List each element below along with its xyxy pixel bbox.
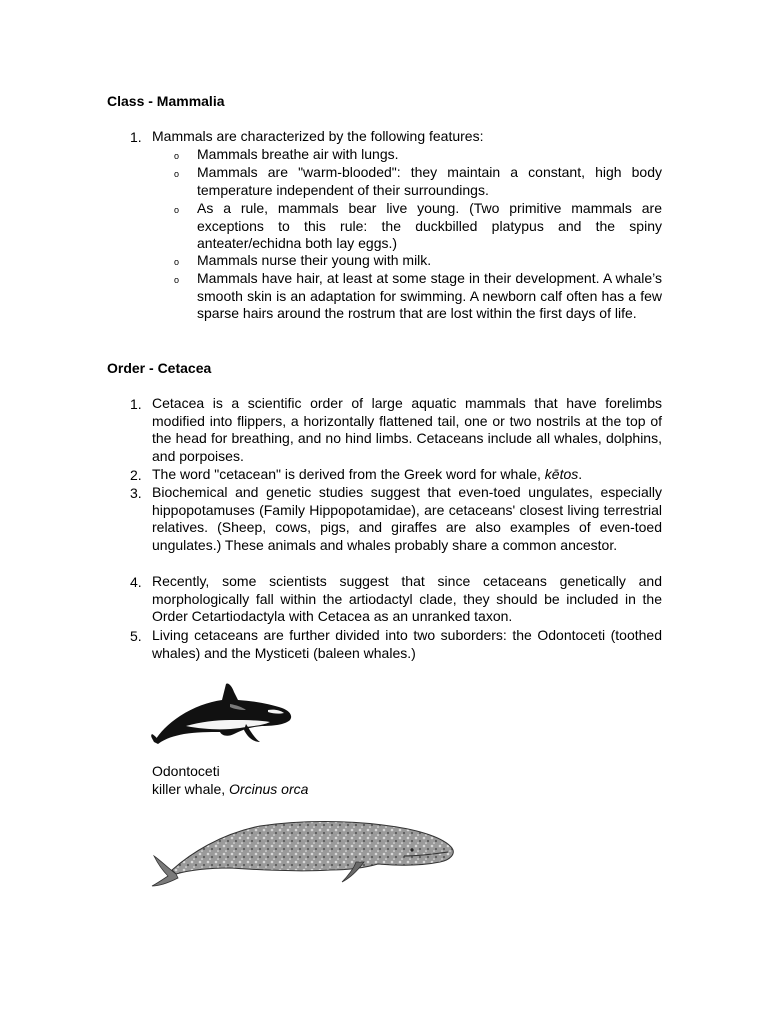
gray-whale-illustration (150, 812, 458, 890)
greek-word: kētos (544, 466, 579, 482)
bullet-marker: o (174, 205, 180, 215)
caption-scientific-name: Orcinus orca (229, 781, 309, 797)
figure-caption-suborder: Odontoceti (152, 763, 220, 779)
list-number: 4. (130, 574, 142, 590)
bullet-item-text: Mammals nurse their young with milk. (197, 252, 432, 268)
bullet-marker: o (174, 275, 180, 285)
killer-whale-illustration (150, 680, 295, 746)
bullet-item-text: As a rule, mammals bear live young. (Two primitive mammals are exceptions to this rule: the duckbilled platypus and the spiny anteater/echidna both lay eggs.) (197, 200, 662, 252)
bullet-item-text: Mammals are "warm-blooded": they maintain a constant, high body temperature independent of their surroundings. (197, 164, 662, 198)
list-number: 2. (130, 467, 142, 483)
figure-caption-species (152, 780, 308, 798)
list-item-text: Mammals are characterized by the following features: (152, 128, 484, 144)
list-number: 5. (130, 628, 142, 644)
list-item-text-part: . (578, 466, 583, 482)
section-heading-cetacea: Order - Cetacea (107, 360, 212, 376)
caption-common-name: killer whale, (152, 781, 230, 797)
list-item-text: Recently, some scientists suggest that since cetaceans genetically and morphologically fall within the artiodactyl clade, they should be included in the Order Cetartiodactyla with Cetacea as an unranked taxon. (152, 573, 662, 625)
bullet-item-text: Mammals have hair, at least at some stage in their development. A whale’s smooth skin is an adaptation for swimming. A newborn calf often has a few sparse hairs around the rostrum that are lost within the first days of life. (197, 270, 662, 322)
bullet-marker: o (174, 151, 180, 161)
list-number: 1. (130, 129, 142, 145)
list-item-text: Cetacea is a scientific order of large aquatic mammals that have forelimbs modified into flippers, a horizontally flattened tail, one or two nostrils at the top of the head for breathing, and no hind limbs. Cetaceans include all whales, dolphins, and porpoises. (152, 395, 662, 465)
list-item-text: Biochemical and genetic studies suggest that even-toed ungulates, especially hippopotamuses (Family Hippopotamidae), are cetaceans' closest living terrestrial relatives. (Sheep, cows, pigs, and giraffes are also examples of even-toed ungulates.) These animals and whales probably share a common ancestor. (152, 484, 662, 554)
bullet-marker: o (174, 257, 180, 267)
section-heading-mammalia: Class - Mammalia (107, 93, 225, 109)
list-number: 3. (130, 485, 142, 501)
list-item-text: Living cetaceans are further divided into two suborders: the Odontoceti (toothed whales) and the Mysticeti (baleen whales.) (152, 627, 662, 661)
bullet-item-text: Mammals breathe air with lungs. (197, 146, 399, 162)
list-item-text (152, 466, 662, 484)
list-number: 1. (130, 396, 142, 412)
bullet-marker: o (174, 169, 180, 179)
list-item-text-part: The word "cetacean" is derived from the Greek word for whale, (152, 466, 545, 482)
